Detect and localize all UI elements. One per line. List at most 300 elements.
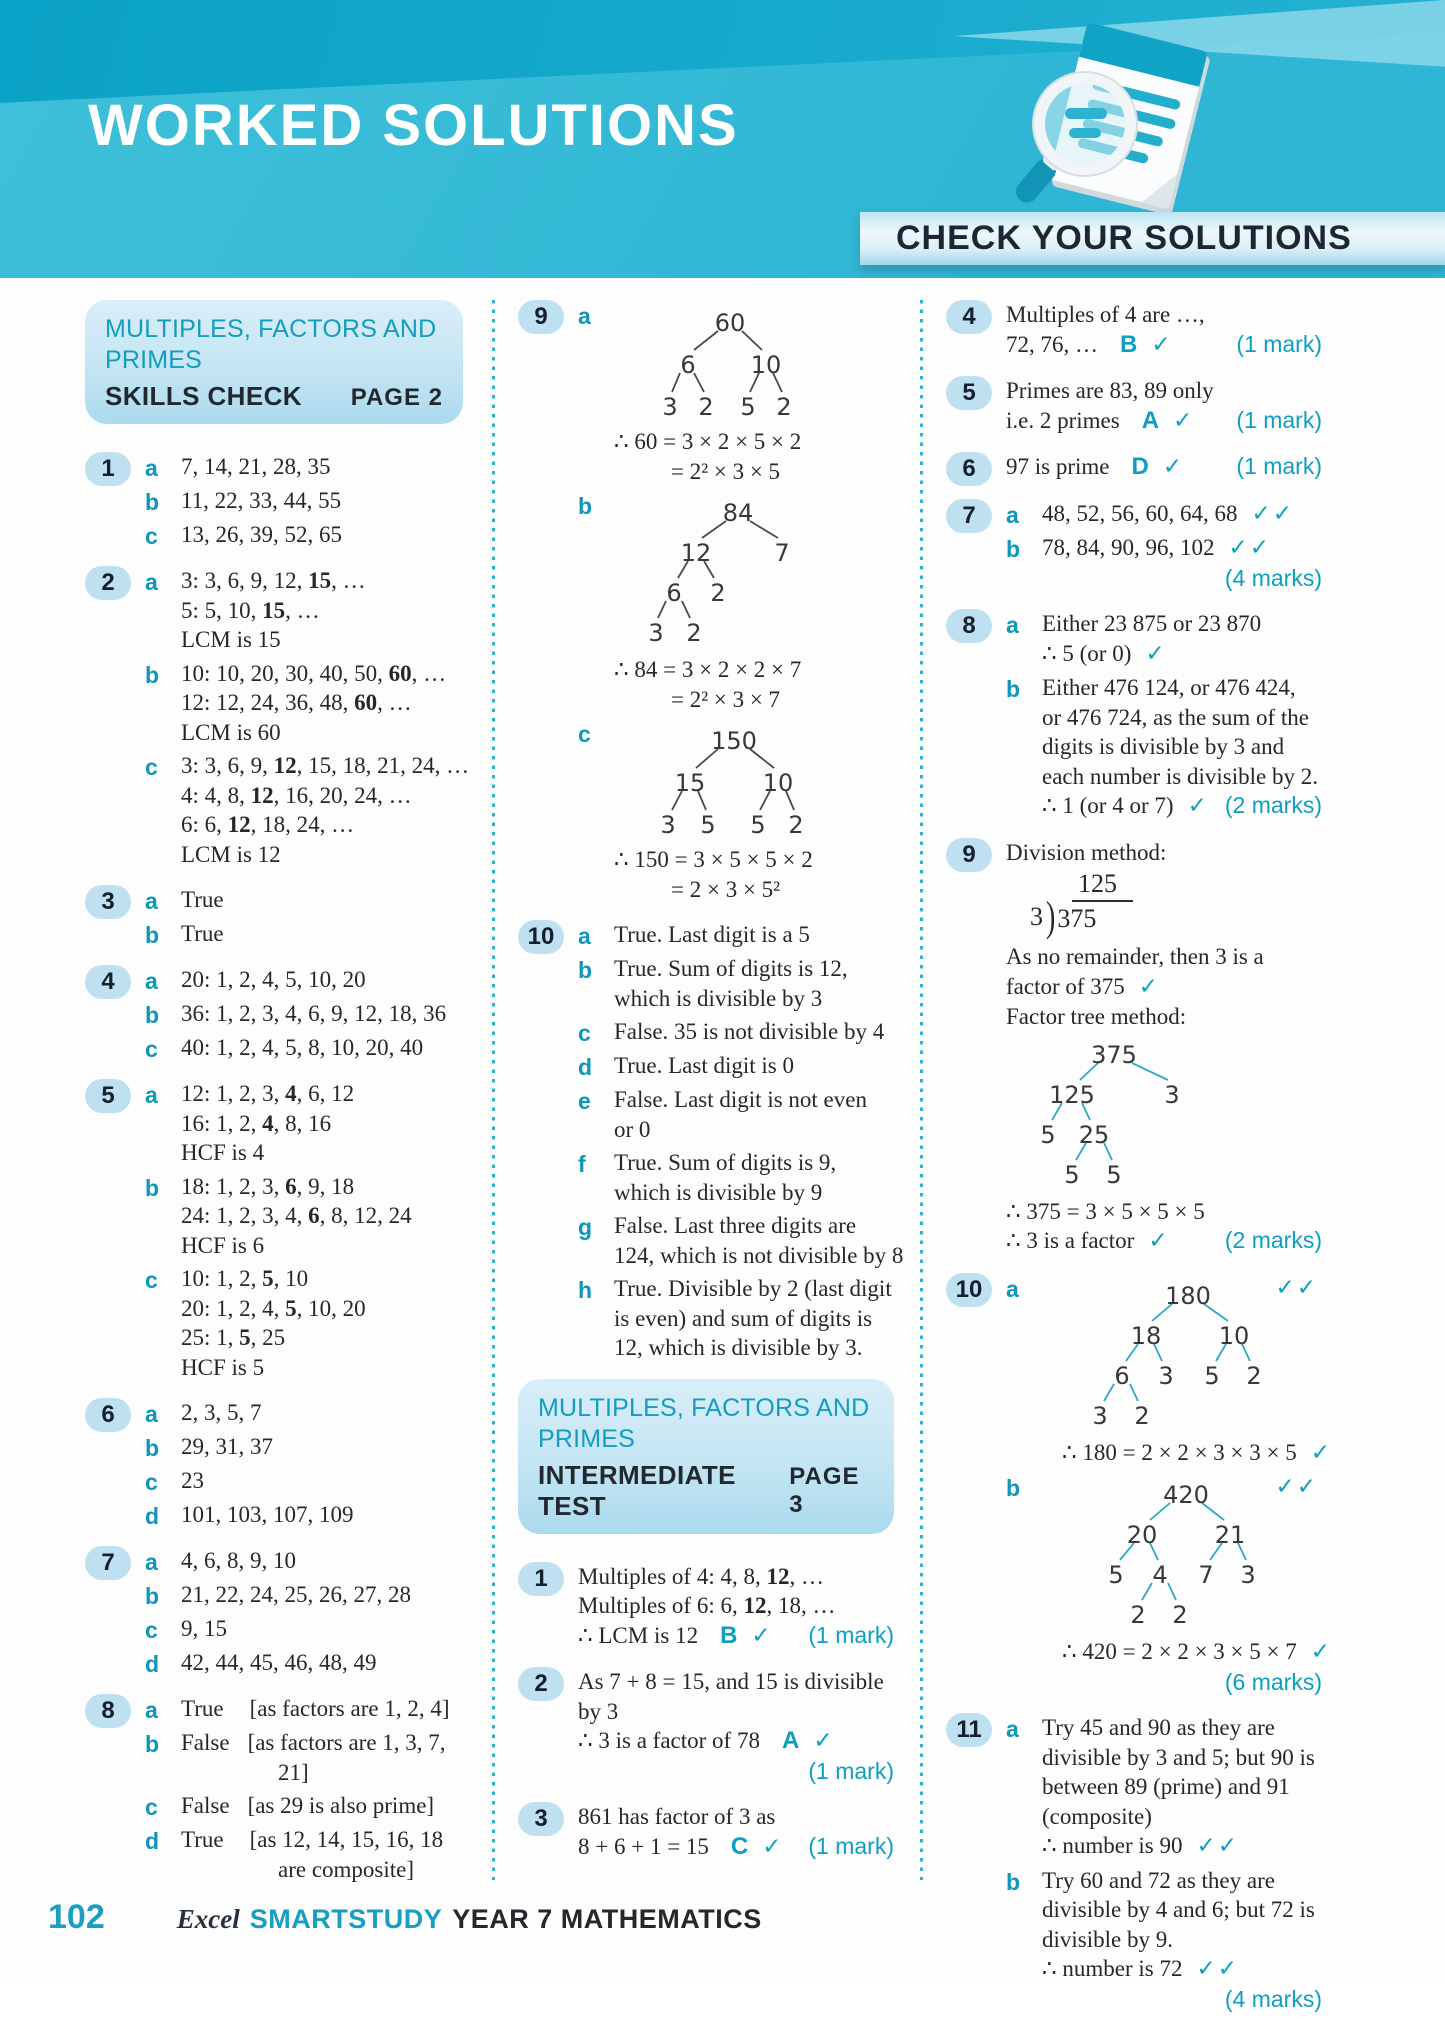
factor-tree-svg: [632, 304, 832, 421]
solution-part: [1006, 376, 1322, 436]
part-body: [181, 919, 463, 949]
text-segment: 60: [354, 690, 378, 715]
text-segment: = 2 × 3 × 5²: [671, 876, 781, 902]
part-letter: a: [145, 1082, 158, 1108]
solution-line: [181, 486, 463, 516]
question-badge-cell: [946, 499, 1006, 598]
division-dividend: 375: [1057, 904, 1097, 933]
part-body: [181, 1398, 463, 1428]
svg-text:2: 2: [686, 619, 702, 647]
solution-line: [671, 875, 894, 905]
question-badge: 10: [946, 1273, 992, 1307]
solution-item: [85, 1079, 463, 1386]
solution-line: [181, 781, 463, 811]
text-segment: 7, 14, 21, 28, 35: [181, 454, 331, 479]
part-body: [614, 1085, 894, 1144]
division-quotient: 125: [1072, 869, 1133, 902]
question-badge: 4: [85, 965, 131, 999]
solution-line: [578, 1591, 894, 1621]
question-badge: 3: [85, 885, 131, 919]
text-segment: 4, 6, 8, 9, 10: [181, 1548, 296, 1573]
svg-text:5: 5: [1108, 1561, 1124, 1589]
solution-part: [145, 1432, 463, 1462]
solutions-column-1: [85, 300, 470, 1900]
section-page-ref: PAGE 2: [350, 384, 443, 411]
part-body: [181, 965, 463, 995]
text-segment: HCF is 6: [181, 1232, 265, 1258]
part-body: [181, 1791, 463, 1821]
text-segment: [as 12, 14, 15, 16, 18: [249, 1827, 444, 1852]
solution-item: [518, 1667, 894, 1790]
solution-line: [181, 1648, 463, 1678]
part-body: [1042, 673, 1322, 822]
solution-line: [1006, 452, 1322, 483]
text-segment: which is divisible by 3: [614, 985, 823, 1011]
svg-text:60: 60: [714, 309, 746, 337]
solution-line: [181, 885, 463, 915]
text-segment: (1 mark): [1236, 453, 1322, 479]
text-segment: 10: 1, 2,: [181, 1266, 263, 1291]
text-segment: , 18, …: [766, 1593, 836, 1618]
solution-line: [181, 1172, 463, 1202]
svg-text:125: 125: [1049, 1080, 1095, 1109]
question-badge-cell: [518, 920, 578, 1367]
solution-item: [85, 885, 463, 953]
solution-part: [145, 1580, 463, 1610]
solution-part: [578, 1017, 894, 1047]
solution-line: [614, 1274, 894, 1304]
svg-text:6: 6: [680, 351, 696, 379]
solution-line: [181, 1033, 463, 1063]
solution-part: [1006, 533, 1322, 593]
solution-entries: [578, 920, 904, 1367]
factor-tree-svg: [1060, 1277, 1310, 1430]
part-body: [181, 1580, 463, 1610]
svg-text:2: 2: [1172, 1601, 1188, 1629]
text-segment: 3: 3, 6, 9,: [181, 753, 274, 778]
solution-line: [1062, 1438, 1333, 1469]
solution-line: [614, 1304, 894, 1334]
part-letter: b: [145, 1435, 160, 1461]
text-segment: (1 mark): [808, 1757, 894, 1784]
question-badge: 7: [946, 499, 992, 533]
section-title-line1: MULTIPLES, FACTORS AND: [105, 315, 437, 343]
solution-line: [614, 1211, 894, 1241]
text-segment: 60: [388, 660, 412, 686]
solution-line: [181, 596, 463, 626]
text-segment: 21, 22, 24, 25, 26, 27, 28: [181, 1582, 411, 1607]
part-letter: e: [578, 1088, 591, 1114]
text-segment: True. Last digit is a 5: [614, 922, 810, 947]
solution-line: [181, 1728, 463, 1758]
text-segment: divisible by 4 and 6; but 72 is: [1042, 1897, 1315, 1922]
solution-line: [181, 1231, 463, 1261]
solution-part: [145, 1694, 463, 1724]
text-segment: 12, which is divisible by 3.: [614, 1335, 863, 1360]
check-icon: ✓: [1173, 407, 1195, 434]
svg-text:21: 21: [1214, 1521, 1246, 1549]
text-segment: 101, 103, 107, 109: [181, 1502, 354, 1527]
factor-tree: [632, 722, 894, 839]
page-title: WORKED SOLUTIONS: [88, 93, 739, 158]
solution-line: [614, 1241, 904, 1271]
solution-entries: [578, 1562, 894, 1656]
text-segment: True. Divisible by 2 (last digit: [614, 1276, 892, 1301]
solution-item: [85, 566, 470, 873]
check-icon: ✓: [1310, 1639, 1333, 1665]
part-body: [1006, 376, 1322, 436]
section-header-intermediate-test: [518, 1379, 894, 1534]
text-segment: (composite): [1042, 1803, 1152, 1829]
question-badge: 8: [85, 1694, 131, 1728]
solution-line: [1042, 1954, 1322, 1985]
factor-tree: [1024, 1036, 1322, 1191]
part-letter: a: [145, 455, 158, 481]
question-badge-cell: [946, 1713, 1006, 2018]
question-badge: 2: [85, 566, 131, 600]
solution-part: [578, 1211, 904, 1270]
section-title-line2: PRIMES: [538, 1424, 636, 1453]
text-segment: 72, 76, …: [1006, 331, 1098, 357]
solution-line: [181, 452, 463, 482]
solution-line: [578, 1726, 894, 1757]
part-letter: d: [145, 1651, 160, 1677]
solution-line: [1042, 564, 1322, 594]
solution-part: [145, 659, 463, 748]
text-segment: (2 marks): [1224, 1227, 1322, 1253]
solution-line: [1042, 533, 1322, 564]
text-segment: Division method:: [1006, 839, 1167, 865]
solution-line: [671, 457, 894, 487]
text-segment: 5: [262, 1266, 274, 1291]
text-segment: True: [181, 921, 224, 946]
text-segment: i.e. 2 primes: [1006, 407, 1120, 433]
question-badge-cell: [946, 376, 1006, 440]
part-letter: b: [578, 957, 593, 983]
solution-entries: [1006, 609, 1322, 826]
page-header: [0, 0, 1445, 278]
text-segment: 42, 44, 45, 46, 48, 49: [181, 1650, 377, 1675]
question-badge-cell: [946, 1273, 1006, 1702]
svg-text:420: 420: [1163, 1481, 1209, 1509]
solution-entries: [1006, 1273, 1333, 1702]
text-segment: 15: [308, 568, 332, 593]
svg-text:7: 7: [774, 539, 790, 567]
text-segment: LCM is 60: [181, 719, 281, 745]
question-badge-cell: [518, 1562, 578, 1656]
svg-text:10: 10: [750, 351, 782, 379]
part-letter: c: [578, 1020, 591, 1046]
solution-line: [614, 1085, 894, 1115]
svg-text:2: 2: [710, 579, 726, 607]
part-body: [1006, 300, 1322, 360]
part-letter: b: [1006, 1868, 1021, 1895]
question-badge: 7: [85, 1546, 131, 1580]
column-divider-2: [920, 300, 923, 1880]
text-segment: False: [181, 1730, 230, 1755]
part-body: [1042, 1472, 1333, 1697]
question-badge-cell: [85, 965, 145, 1067]
text-segment: 97 is prime: [1006, 454, 1110, 479]
solution-line: [614, 845, 894, 875]
text-segment: , …: [377, 690, 412, 715]
part-letter: d: [578, 1054, 593, 1080]
question-badge-cell: [85, 1079, 145, 1386]
part-body: [1042, 1713, 1322, 1862]
question-badge: 6: [946, 452, 992, 486]
solution-entries: [578, 300, 894, 908]
part-body: [578, 1802, 894, 1862]
text-segment: True: [181, 887, 224, 912]
solutions-column-3: [946, 300, 1333, 2030]
text-segment: True. Last digit is 0: [614, 1053, 794, 1078]
text-segment: 6: [308, 1203, 320, 1228]
part-body: [181, 1614, 463, 1644]
check-icon: ✓✓: [1196, 1833, 1240, 1859]
svg-text:15: 15: [674, 769, 706, 797]
part-body: [1042, 1866, 1322, 2015]
text-segment: ∴ 84 = 3 × 2 × 2 × 7: [614, 657, 802, 682]
text-segment: = 2² × 3 × 7: [671, 686, 781, 712]
text-segment: As 7 + 8 = 15, and 15 is divisible: [578, 1669, 884, 1694]
part-body: [1042, 1273, 1333, 1469]
text-segment: 9, 15: [181, 1616, 227, 1641]
brand-smartstudy: SMARTSTUDY: [249, 1904, 443, 1934]
text-segment: ∴ 5 (or 0): [1042, 640, 1132, 666]
solution-part: [145, 965, 463, 995]
part-body: [181, 1648, 463, 1678]
solution-line: [181, 751, 470, 781]
part-letter: a: [1006, 1275, 1019, 1302]
solution-line: [181, 1398, 463, 1428]
text-segment: D: [1131, 453, 1149, 480]
solution-line: [614, 1017, 894, 1047]
solution-line: [614, 1148, 894, 1178]
factor-tree-svg: [632, 722, 842, 839]
question-badge-cell: [946, 300, 1006, 364]
text-segment: ∴ 375 = 3 × 5 × 5 × 5: [1006, 1198, 1205, 1224]
solution-line: [1042, 1895, 1322, 1925]
section-title-line2: PRIMES: [105, 346, 203, 374]
svg-text:2: 2: [788, 811, 804, 839]
factor-tree: [1060, 1476, 1322, 1631]
text-segment: , 8, 16: [273, 1110, 332, 1136]
solution-line: [181, 965, 463, 995]
svg-text:5: 5: [740, 393, 756, 421]
part-letter: b: [145, 1583, 160, 1609]
solution-part: [578, 1148, 894, 1207]
solution-part: [578, 920, 894, 950]
check-icon: ✓: [1187, 793, 1209, 819]
part-letter: b: [145, 661, 160, 688]
question-badge: 8: [946, 609, 992, 643]
part-letter: b: [145, 1174, 160, 1201]
part-letter: d: [145, 1503, 160, 1529]
intermediate-test-solutions: [518, 1562, 894, 1867]
solution-line: [578, 1757, 894, 1787]
question-badge-cell: [85, 1398, 145, 1534]
part-letter: a: [145, 569, 158, 595]
solution-part: [578, 1051, 894, 1081]
brand-series: YEAR 7 MATHEMATICS: [452, 1904, 762, 1934]
text-segment: divisible by 3 and 5; but 90 is: [1042, 1744, 1315, 1770]
question-badge: 2: [518, 1667, 564, 1701]
text-segment: , …: [285, 597, 320, 623]
text-segment: 11, 22, 33, 44, 55: [181, 488, 342, 513]
svg-text:3: 3: [660, 811, 676, 839]
text-segment: , 16, 20, 24, …: [273, 782, 412, 808]
solution-line: [181, 1546, 463, 1576]
solution-line: [181, 1466, 463, 1496]
solution-part: [1006, 673, 1322, 822]
svg-text:3: 3: [1158, 1361, 1174, 1390]
solution-line: [1006, 942, 1322, 972]
factor-tree-svg: [632, 494, 832, 647]
solution-part: [145, 1264, 463, 1382]
solution-line: [1006, 376, 1322, 406]
text-segment: 5: [239, 1325, 251, 1350]
solution-line: [181, 810, 463, 840]
solution-line: [578, 1832, 894, 1863]
question-badge-cell: [85, 566, 145, 873]
solution-line: [1042, 1713, 1322, 1743]
solution-entries: [578, 1667, 894, 1790]
solution-line: [181, 1323, 463, 1353]
solution-line: [1042, 1802, 1322, 1832]
solution-line: [1042, 673, 1322, 703]
svg-text:2: 2: [776, 393, 792, 421]
skills-check-solutions-continued: [518, 300, 904, 1367]
brand-excel: Excel: [176, 1904, 240, 1934]
text-segment: , 15, 18, 21, 24, …: [296, 753, 470, 778]
text-segment: [as factors are 1, 3, 7,: [247, 1730, 446, 1755]
page-footer: [48, 1898, 762, 1937]
solution-line: [614, 655, 894, 685]
solution-line: [181, 1614, 463, 1644]
text-segment: False: [181, 1793, 230, 1818]
part-body: [614, 954, 894, 1013]
solution-item: [946, 300, 1322, 364]
part-body: [181, 1546, 463, 1576]
svg-text:2: 2: [1130, 1601, 1146, 1629]
check-icon: ✓✓: [1275, 1274, 1318, 1301]
question-badge: 6: [85, 1398, 131, 1432]
solution-entries: [145, 1546, 463, 1682]
solution-part: [145, 1728, 463, 1787]
long-division: [1030, 869, 1322, 941]
text-segment: 29, 31, 37: [181, 1434, 273, 1459]
solution-line: [181, 1294, 463, 1324]
part-body: [181, 486, 463, 516]
solution-item: [946, 838, 1322, 1261]
solution-part: [145, 1614, 463, 1644]
text-segment: (4 marks): [1224, 1985, 1322, 2012]
question-badge: 4: [946, 300, 992, 334]
part-letter: c: [145, 1267, 158, 1293]
part-letter: b: [145, 489, 160, 515]
part-body: [181, 999, 463, 1029]
question-badge-cell: [518, 1802, 578, 1866]
solution-line: [181, 625, 463, 655]
text-segment: , 8, 12, 24: [319, 1203, 412, 1228]
text-segment: 20: 1, 2, 4, 5, 10, 20: [181, 967, 366, 992]
solution-item: [946, 376, 1322, 440]
section-header-skills-check: [85, 300, 463, 424]
question-badge: 9: [518, 300, 564, 334]
text-segment: (1 mark): [808, 1832, 894, 1859]
text-segment: (1 mark): [1236, 406, 1322, 433]
check-icon: ✓: [1145, 640, 1167, 667]
part-body: [1006, 452, 1322, 483]
question-badge: 3: [518, 1802, 564, 1836]
part-letter: a: [145, 968, 158, 994]
check-icon: ✓: [762, 1833, 784, 1860]
check-your-solutions-banner: [860, 212, 1445, 265]
solution-entries: [145, 965, 463, 1067]
part-body: [181, 1500, 463, 1530]
part-body: [1042, 609, 1322, 669]
text-segment: , 10, 20: [296, 1295, 366, 1321]
text-segment: 18: 1, 2, 3,: [181, 1173, 286, 1199]
text-segment: 2, 3, 5, 7: [181, 1400, 262, 1425]
part-letter: c: [145, 1794, 158, 1820]
solution-line: [1042, 1668, 1322, 1698]
text-segment: 40: 1, 2, 4, 5, 8, 10, 20, 40: [181, 1035, 424, 1060]
text-segment: 6: 6,: [181, 812, 228, 837]
solution-part: [145, 520, 463, 550]
text-segment: ∴ number is 72: [1042, 1956, 1183, 1981]
part-body: [614, 1211, 904, 1270]
solution-entries: [145, 1079, 463, 1386]
part-letter: a: [145, 888, 158, 914]
solution-part: [578, 718, 894, 904]
text-segment: 4: [285, 1081, 297, 1106]
part-body: [1006, 838, 1322, 1257]
solution-line: [1042, 703, 1322, 733]
text-segment: 12: [250, 782, 274, 808]
text-segment: = 2² × 3 × 5: [671, 458, 781, 484]
text-segment: Try 45 and 90 as they are: [1042, 1715, 1275, 1740]
part-letter: a: [1006, 501, 1019, 528]
text-segment: ∴ 150 = 3 × 5 × 5 × 2: [614, 847, 813, 872]
part-body: [1042, 499, 1322, 530]
part-body: [181, 1264, 463, 1382]
solution-line: [578, 1667, 894, 1697]
text-segment: False. Last digit is not even: [614, 1087, 867, 1112]
svg-text:6: 6: [666, 579, 682, 607]
text-segment: [as 29 is also prime]: [247, 1793, 435, 1818]
text-segment: (1 mark): [808, 1621, 894, 1648]
text-segment: Either 23 875 or 23 870: [1042, 611, 1262, 636]
part-letter: a: [578, 303, 591, 329]
check-icon: ✓: [751, 1622, 773, 1649]
page-number: 102: [48, 1898, 105, 1936]
question-badge: 5: [85, 1079, 131, 1113]
solution-item: [946, 1713, 1322, 2018]
solution-line: [181, 1432, 463, 1462]
svg-text:5: 5: [1064, 1160, 1080, 1189]
svg-text:10: 10: [762, 769, 794, 797]
text-segment: 12: [273, 753, 297, 778]
check-icon: ✓: [1162, 454, 1185, 480]
text-segment: 23: [181, 1468, 204, 1493]
solution-entries: [145, 1694, 463, 1888]
solution-part: [145, 486, 463, 516]
text-segment: True: [181, 1696, 224, 1721]
solution-part: [578, 1274, 894, 1363]
text-segment: 12: [743, 1593, 767, 1618]
part-letter: f: [578, 1151, 586, 1177]
